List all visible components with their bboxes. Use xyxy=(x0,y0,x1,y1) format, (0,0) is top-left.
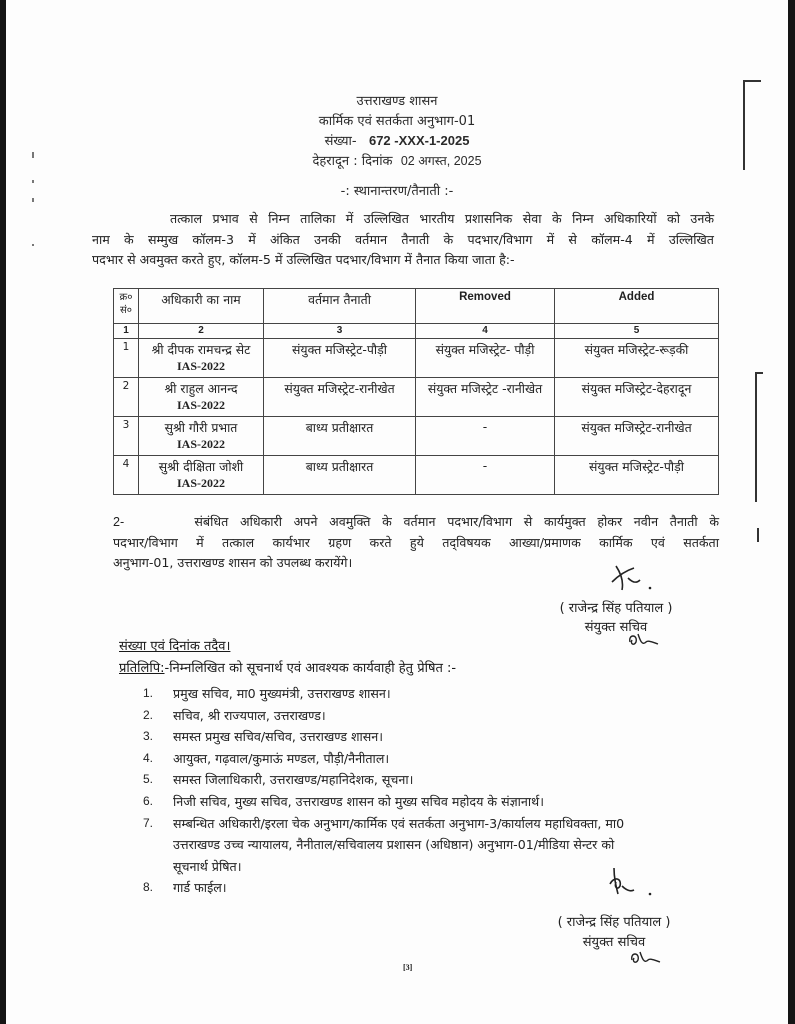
officer-batch: IAS-2022 xyxy=(176,398,225,412)
table-header-row xyxy=(114,289,719,324)
cell-added: संयुक्त मजिस्ट्रेट-रूड़की xyxy=(555,339,719,378)
item-number: 2. xyxy=(143,707,154,722)
col-num: 2 xyxy=(139,324,264,339)
item-text-line: उत्तराखण्ड उच्च न्यायालय, नैनीताल/सचिवालय प्रशासन (अधिष्ठान) अनुभाग-01/मीडिया सेन्टर को xyxy=(173,837,615,853)
table-row xyxy=(114,417,719,456)
copy-label: प्रतिलिपि: xyxy=(119,661,165,676)
item-text-line: सम्बन्धित अधिकारी/इरला चेक अनुभाग/कार्मिक एवं सतर्कता अनुभाग-3/कार्यालय महाधिवक्ता, मा0 xyxy=(173,815,625,831)
table-row xyxy=(114,339,719,378)
scan-artifact xyxy=(32,180,34,183)
item-number: 3. xyxy=(143,729,154,744)
letter-number xyxy=(6,131,788,149)
cell-added: संयुक्त मजिस्ट्रेट-पौड़ी xyxy=(555,456,719,495)
cell-sr: 2 xyxy=(114,378,139,417)
cell-current: संयुक्त मजिस्ट्रेट-पौड़ी xyxy=(264,339,416,378)
intro-line: नाम के सम्मुख कॉलम-3 में अंकित उनकी वर्तमान तैनाती के पदभार/विभाग में से कॉलम-4 में उल्लिखित xyxy=(92,231,714,247)
header-current: वर्तमान तैनाती xyxy=(264,289,416,324)
item-number: 1. xyxy=(143,686,154,700)
item-text: गार्ड फाईल। xyxy=(173,880,227,896)
cell-name xyxy=(139,456,264,495)
para2-line xyxy=(113,512,719,533)
cell-added: संयुक्त मजिस्ट्रेट-देहरादून xyxy=(555,378,719,417)
intro-paragraph xyxy=(92,209,714,271)
para2-line: पदभार/विभाग में तत्काल कार्यभार ग्रहण करते हुये तद्‌विषयक आख्या/प्रमाणक कार्मिक एवं सतर्कता xyxy=(113,534,719,550)
margin-bracket-mark xyxy=(755,372,757,502)
cell-current: संयुक्त मजिस्ट्रेट-रानीखेत xyxy=(264,378,416,417)
margin-bracket-mark xyxy=(755,372,763,374)
item-number: 7. xyxy=(143,815,154,830)
list-item xyxy=(143,705,719,727)
officer-name: सुश्री गौरी प्रभात xyxy=(164,420,238,435)
scan-artifact xyxy=(32,198,34,202)
cell-sr: 4 xyxy=(114,456,139,495)
copy-heading xyxy=(119,658,456,676)
item-number: 6. xyxy=(143,793,154,808)
scan-artifact xyxy=(32,244,34,246)
cell-removed: - xyxy=(416,456,555,495)
item-number: 4. xyxy=(143,750,154,765)
item-text: आयुक्त, गढ़वाल/कुमाऊं मण्डल, पौड़ी/नैनीताल। xyxy=(173,750,390,766)
intro-line: पदभार से अवमुक्त करते हुए, कॉलम-5 में उल्लिखित पदभार/विभाग में तैनात किया जाता है:- xyxy=(92,252,515,267)
number-label: संख्या- xyxy=(324,134,357,149)
header-name: अधिकारी का नाम xyxy=(139,289,264,324)
col-num: 5 xyxy=(555,324,719,339)
cell-removed: - xyxy=(416,417,555,456)
col-num: 3 xyxy=(264,324,416,339)
item-text: समस्त जिलाधिकारी, उत्तराखण्ड/महानिदेशक, सूचना। xyxy=(173,772,414,788)
header-removed: Removed xyxy=(416,289,555,324)
header-sr: क्र० सं० xyxy=(114,289,139,324)
list-item xyxy=(143,748,719,770)
cell-removed: संयुक्त मजिस्ट्रेट -रानीखेत xyxy=(416,378,555,417)
signature-scribble xyxy=(606,560,656,594)
scan-artifact xyxy=(32,152,34,158)
letter-date xyxy=(6,151,788,169)
intro-line: तत्काल प्रभाव से निम्न तालिका में उल्लिखित भारतीय प्रशासनिक सेवा के निम्न अधिकारियों को उनके xyxy=(170,211,714,226)
item-text: निजी सचिव, मुख्य सचिव, उत्तराखण्ड शासन को मुख्य सचिव महोदय के संज्ञानार्थ। xyxy=(173,793,544,809)
cell-current: बाध्य प्रतीक्षारत xyxy=(264,417,416,456)
initials-scribble xyxy=(626,630,662,650)
margin-bracket-mark xyxy=(757,528,759,542)
officer-name: सुश्री दीक्षिता जोशी xyxy=(158,459,244,474)
cell-current: बाध्य प्रतीक्षारत xyxy=(264,456,416,495)
col-num: 4 xyxy=(416,324,555,339)
cell-added: संयुक्त मजिस्ट्रेट-रानीखेत xyxy=(555,417,719,456)
signatory-designation-2: संयुक्त सचिव xyxy=(582,935,646,950)
cell-name xyxy=(139,339,264,378)
table-row xyxy=(114,456,719,495)
subject-heading: -: स्थानान्तरण/तैनाती :- xyxy=(340,184,454,199)
date-label: देहरादून : दिनांक xyxy=(312,154,393,169)
copy-text: -निम्नलिखित को सूचनार्थ एवं आवश्यक कार्यवाही हेतु प्रेषित :- xyxy=(164,661,457,676)
department-name: कार्मिक एवं सतर्कता अनुभाग-01 xyxy=(318,114,476,129)
transfer-table xyxy=(113,288,719,495)
cell-name xyxy=(139,378,264,417)
cell-sr: 3 xyxy=(114,417,139,456)
item-text: सचिव, श्री राज्यपाल, उत्तराखण्ड। xyxy=(173,707,326,723)
table-row xyxy=(114,378,719,417)
item-text-line: सूचनार्थ प्रेषित। xyxy=(173,858,242,874)
para2-line: अनुभाग-01, उत्तराखण्ड शासन को उपलब्ध करायेंगे। xyxy=(113,555,353,570)
margin-bracket-mark xyxy=(743,80,761,82)
officer-name: श्री राहुल आनन्द xyxy=(164,381,238,396)
column-number-row xyxy=(114,324,719,339)
item-text: प्रमुख सचिव, मा0 मुख्यमंत्री, उत्तराखण्ड शासन। xyxy=(173,686,391,701)
date-value: 02 अगस्त, 2025 xyxy=(400,154,482,168)
col-num: 1 xyxy=(114,324,139,339)
list-item xyxy=(143,683,719,705)
page-number: [3] xyxy=(403,963,413,972)
list-item xyxy=(143,769,719,791)
margin-bracket-mark xyxy=(743,80,745,170)
officer-batch: IAS-2022 xyxy=(176,476,225,490)
initials-scribble xyxy=(628,948,664,968)
item-number: 8. xyxy=(143,880,154,895)
officer-name: श्री दीपक रामचन्द्र सेट xyxy=(151,342,251,357)
para2-number: 2- xyxy=(113,515,125,529)
list-item xyxy=(143,726,719,748)
signatory-name-1: ( राजेन्द्र सिंह पतियाल ) xyxy=(559,601,673,616)
document-page xyxy=(6,0,788,1024)
signatory-name-2: ( राजेन्द्र सिंह पतियाल ) xyxy=(557,915,671,930)
signatory-designation-1: संयुक्त सचिव xyxy=(584,620,648,635)
officer-batch: IAS-2022 xyxy=(176,437,225,451)
cell-name xyxy=(139,417,264,456)
header-added: Added xyxy=(555,289,719,324)
number-value: 672 -XXX-1-2025 xyxy=(368,133,470,148)
item-number: 5. xyxy=(143,772,154,787)
number-date-same: संख्या एवं दिनांक तदैव। xyxy=(119,639,231,654)
para2-text: संबंधित अधिकारी अपने अवमुक्ति के वर्तमान पदभार/विभाग से कार्यमुक्त होकर नवीन तैनाती के xyxy=(194,514,719,529)
cell-sr: 1 xyxy=(114,339,139,378)
list-item xyxy=(143,791,719,813)
signature-scribble xyxy=(606,864,656,900)
officer-batch: IAS-2022 xyxy=(176,359,225,373)
government-name: उत्तराखण्ड शासन xyxy=(356,94,438,109)
cell-removed: संयुक्त मजिस्ट्रेट- पौड़ी xyxy=(416,339,555,378)
item-text: समस्त प्रमुख सचिव/सचिव, उत्तराखण्ड शासन। xyxy=(173,729,384,745)
